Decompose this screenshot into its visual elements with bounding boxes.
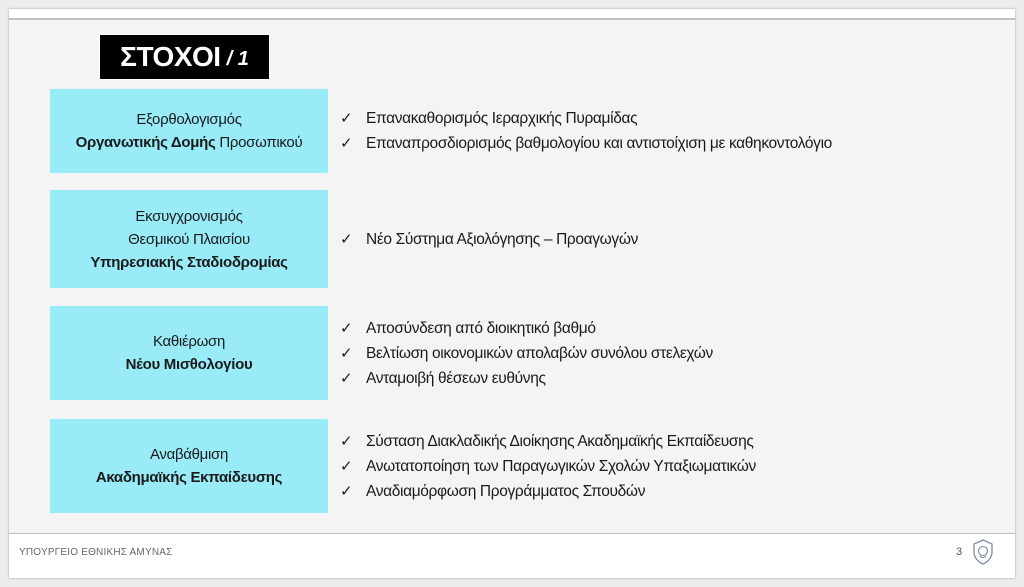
content-area [9, 20, 1015, 533]
list-item [340, 106, 832, 131]
objective-label-line: Καθιέρωση [153, 333, 225, 350]
slide-title [99, 34, 270, 80]
objective-label-bold: Υπηρεσιακής Σταδιοδρομίας [90, 253, 288, 271]
slide [9, 9, 1015, 578]
objective-items-2 [340, 190, 638, 288]
objective-label-normal: Προσωπικού [215, 134, 303, 151]
objective-label-4 [50, 419, 328, 513]
objective-label-line: Θεσμικού Πλαισίου [128, 230, 250, 248]
objective-label-line: Αναβάθμιση [149, 446, 229, 463]
check-icon: ✓ [340, 369, 353, 387]
check-icon: ✓ [340, 319, 353, 337]
objective-items-3 [340, 306, 713, 400]
check-icon: ✓ [340, 110, 353, 127]
list-item [340, 227, 638, 252]
check-icon: ✓ [340, 344, 353, 362]
list-item [340, 131, 832, 156]
objective-row-4 [50, 419, 990, 513]
check-icon: ✓ [340, 432, 353, 450]
list-item [340, 479, 756, 504]
bottom-divider [9, 533, 1015, 534]
page-number: 3 [956, 546, 963, 558]
check-icon: ✓ [340, 457, 353, 475]
objective-label-2 [50, 190, 328, 288]
objective-label-line: Εκσυγχρονισμός [135, 207, 243, 225]
list-item-text: Αναδιαμόρφωση Προγράμματος Σπουδών [366, 482, 646, 500]
objective-label-line: Εξορθολογισμός [136, 111, 242, 128]
objective-label-3 [50, 306, 328, 400]
objective-label-1 [50, 89, 328, 173]
list-item-text: Σύσταση Διακλαδικής Διοίκησης Ακαδημαϊκής Εκπαίδευσης [366, 432, 754, 450]
list-item-text: Επανακαθορισμός Ιεραρχικής Πυραμίδας [366, 110, 638, 127]
list-item [340, 429, 756, 454]
slide-title-number: / 1 [226, 47, 249, 70]
slide-title-text: ΣΤΟΧΟΙ [120, 41, 221, 72]
objective-items-4 [340, 419, 756, 513]
list-item [340, 366, 713, 391]
list-item [340, 454, 756, 479]
objective-label-bold: Οργανωτικής Δομής [75, 134, 216, 151]
objective-label-bold: Νέου Μισθολογίου [125, 356, 253, 373]
list-item-text: Επαναπροσδιορισμός βαθμολογίου και αντιστοίχιση με καθηκοντολόγιο [366, 135, 832, 152]
list-item-text: Ανωτατοποίηση των Παραγωγικών Σχολών Υπαξιωματικών [366, 457, 756, 475]
objective-row-3 [50, 306, 990, 400]
check-icon: ✓ [340, 135, 353, 152]
objective-row-2 [50, 190, 990, 288]
list-item [340, 341, 713, 366]
objective-items-1 [340, 89, 832, 173]
objective-label-line [76, 131, 303, 154]
ministry-emblem-icon [972, 539, 994, 565]
footer-ministry: ΥΠΟΥΡΓΕΙΟ ΕΘΝΙΚΗΣ ΑΜΥΝΑΣ [19, 547, 173, 558]
list-item-text: Νέο Σύστημα Αξιολόγησης – Προαγωγών [366, 230, 638, 248]
list-item [340, 316, 713, 341]
objective-label-bold: Ακαδημαϊκής Εκπαίδευσης [95, 469, 283, 486]
list-item-text: Ανταμοιβή θέσεων ευθύνης [366, 369, 546, 387]
list-item-text: Αποσύνδεση από διοικητικό βαθμό [366, 319, 596, 337]
check-icon: ✓ [340, 482, 353, 500]
check-icon: ✓ [340, 230, 353, 248]
list-item-text: Βελτίωση οικονομικών απολαβών συνόλου στελεχών [366, 344, 713, 362]
objective-row-1 [50, 89, 990, 173]
